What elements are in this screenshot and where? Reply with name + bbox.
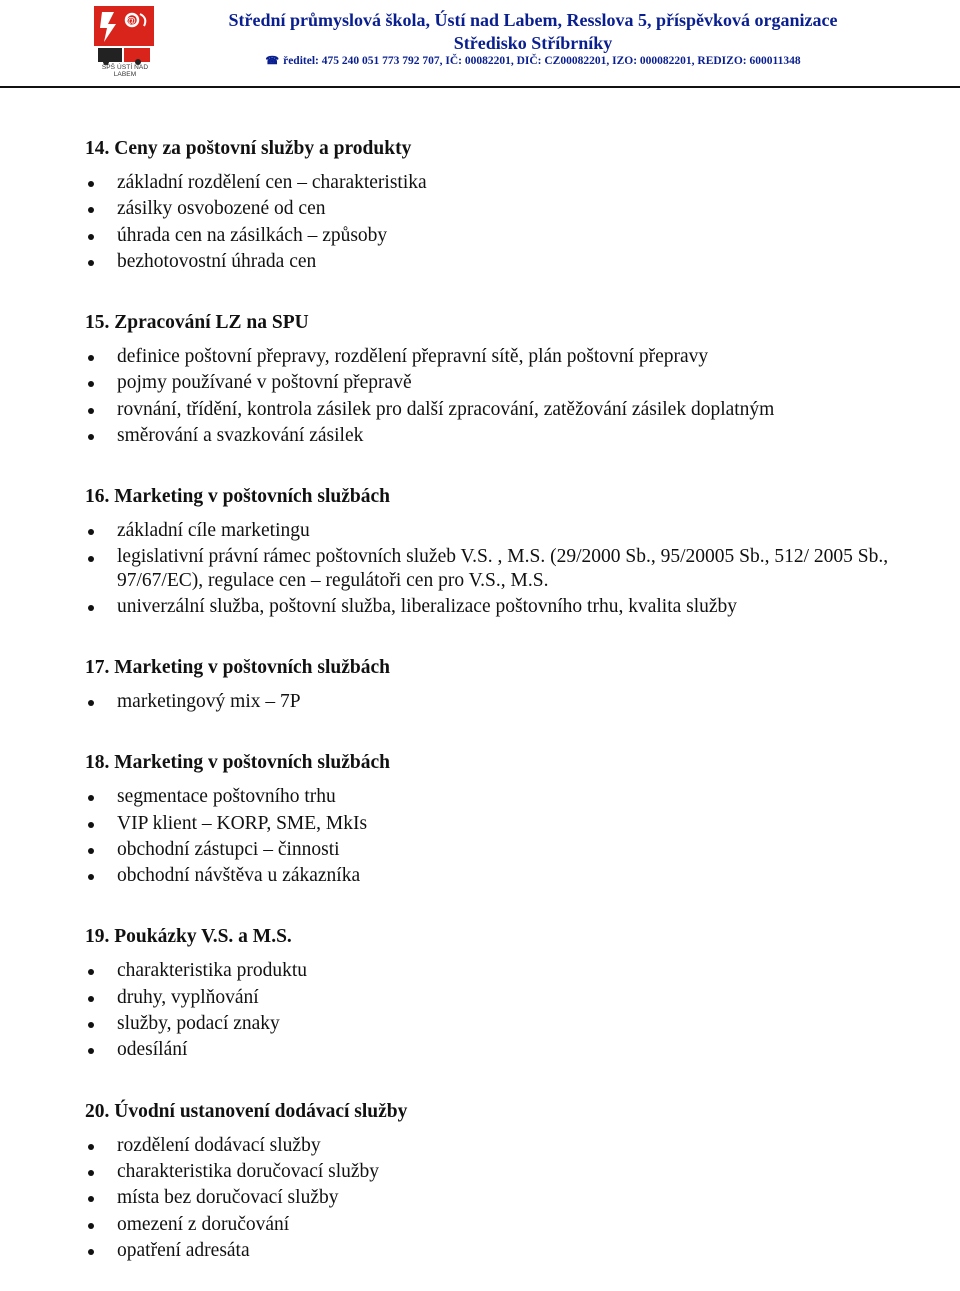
list-item: zásilky osvobozené od cen xyxy=(85,196,915,222)
section-19 xyxy=(85,924,915,1063)
list-item: omezení z doručování xyxy=(85,1212,915,1238)
bullet-list xyxy=(85,518,915,620)
document-body xyxy=(85,136,915,1264)
svg-text:@: @ xyxy=(126,16,136,27)
list-item: pojmy používané v poštovní přepravě xyxy=(85,370,915,396)
list-item: definice poštovní přepravy, rozdělení přepravní sítě, plán poštovní přepravy xyxy=(85,344,915,370)
list-item: VIP klient – KORP, SME, MkIs xyxy=(85,811,915,837)
logo-caption: SPŠ ÚSTÍ NAD LABEM xyxy=(101,64,149,78)
list-item: obchodní zástupci – činnosti xyxy=(85,837,915,863)
school-title: Střední průmyslová škola, Ústí nad Labem, Resslova 5, příspěvková organizace xyxy=(228,10,838,30)
list-item: druhy, vyplňování xyxy=(85,985,915,1011)
section-16 xyxy=(85,484,915,620)
section-title: 14. Ceny za poštovní služby a produkty xyxy=(85,138,412,159)
bullet-list xyxy=(85,170,915,275)
list-item: opatření adresáta xyxy=(85,1238,915,1264)
contact-text: ředitel: 475 240 051 773 792 707, IČ: 00082201, DIČ: CZ00082201, IZO: 000082201, REDIZO: 600011348 xyxy=(283,55,801,67)
list-item: rovnání, třídění, kontrola zásilek pro další zpracování, zatěžování zásilek doplatným xyxy=(85,397,915,423)
bullet-list xyxy=(85,784,915,889)
header-divider xyxy=(0,86,960,88)
section-20 xyxy=(85,1099,915,1264)
phone-icon: ☎ xyxy=(265,55,280,67)
school-subtitle: Středisko Stříbrníky xyxy=(453,33,613,53)
list-item: základní cíle marketingu xyxy=(85,518,915,544)
bullet-list xyxy=(85,1133,915,1264)
list-item: směrování a svazkování zásilek xyxy=(85,423,915,449)
section-title: 17. Marketing v poštovních službách xyxy=(85,656,390,678)
section-18 xyxy=(85,750,915,889)
bullet-list xyxy=(85,344,915,449)
list-item: charakteristika doručovací služby xyxy=(85,1159,915,1185)
section-title: 19. Poukázky V.S. a M.S. xyxy=(85,926,292,948)
list-item: legislativní právní rámec poštovních služeb V.S. , M.S. (29/2000 Sb., 95/20005 Sb., 512/ 2005 Sb., 97/67/EC), regulace cen – regulátoři cen pro V.S., M.S. xyxy=(85,545,915,594)
bullet-list xyxy=(85,689,915,715)
section-14 xyxy=(85,136,915,275)
list-item: obchodní návštěva u zákazníka xyxy=(85,863,915,889)
list-item: bezhotovostní úhrada cen xyxy=(85,249,915,275)
bullet-list xyxy=(85,958,915,1063)
list-item: úhrada cen na zásilkách – způsoby xyxy=(85,223,915,249)
list-item: odesílání xyxy=(85,1037,915,1063)
list-item: marketingový mix – 7P xyxy=(85,689,915,715)
section-title: 16. Marketing v poštovních službách xyxy=(85,486,390,508)
page-header xyxy=(0,0,960,90)
section-15 xyxy=(85,310,915,449)
list-item: služby, podací znaky xyxy=(85,1011,915,1037)
list-item: rozdělení dodávací služby xyxy=(85,1133,915,1159)
list-item: segmentace poštovního trhu xyxy=(85,784,915,810)
section-title: 15. Zpracování LZ na SPU xyxy=(85,312,309,334)
section-title: 18. Marketing v poštovních službách xyxy=(85,752,390,774)
list-item: místa bez doručovací služby xyxy=(85,1185,915,1211)
list-item: základní rozdělení cen – charakteristika xyxy=(85,170,915,196)
list-item: charakteristika produktu xyxy=(85,958,915,984)
list-item: univerzální služba, poštovní služba, liberalizace poštovního trhu, kvalita služby xyxy=(85,594,915,620)
contact-line xyxy=(170,53,896,69)
section-17 xyxy=(85,655,915,715)
section-title: 20. Úvodní ustanovení dodávací služby xyxy=(85,1100,408,1122)
